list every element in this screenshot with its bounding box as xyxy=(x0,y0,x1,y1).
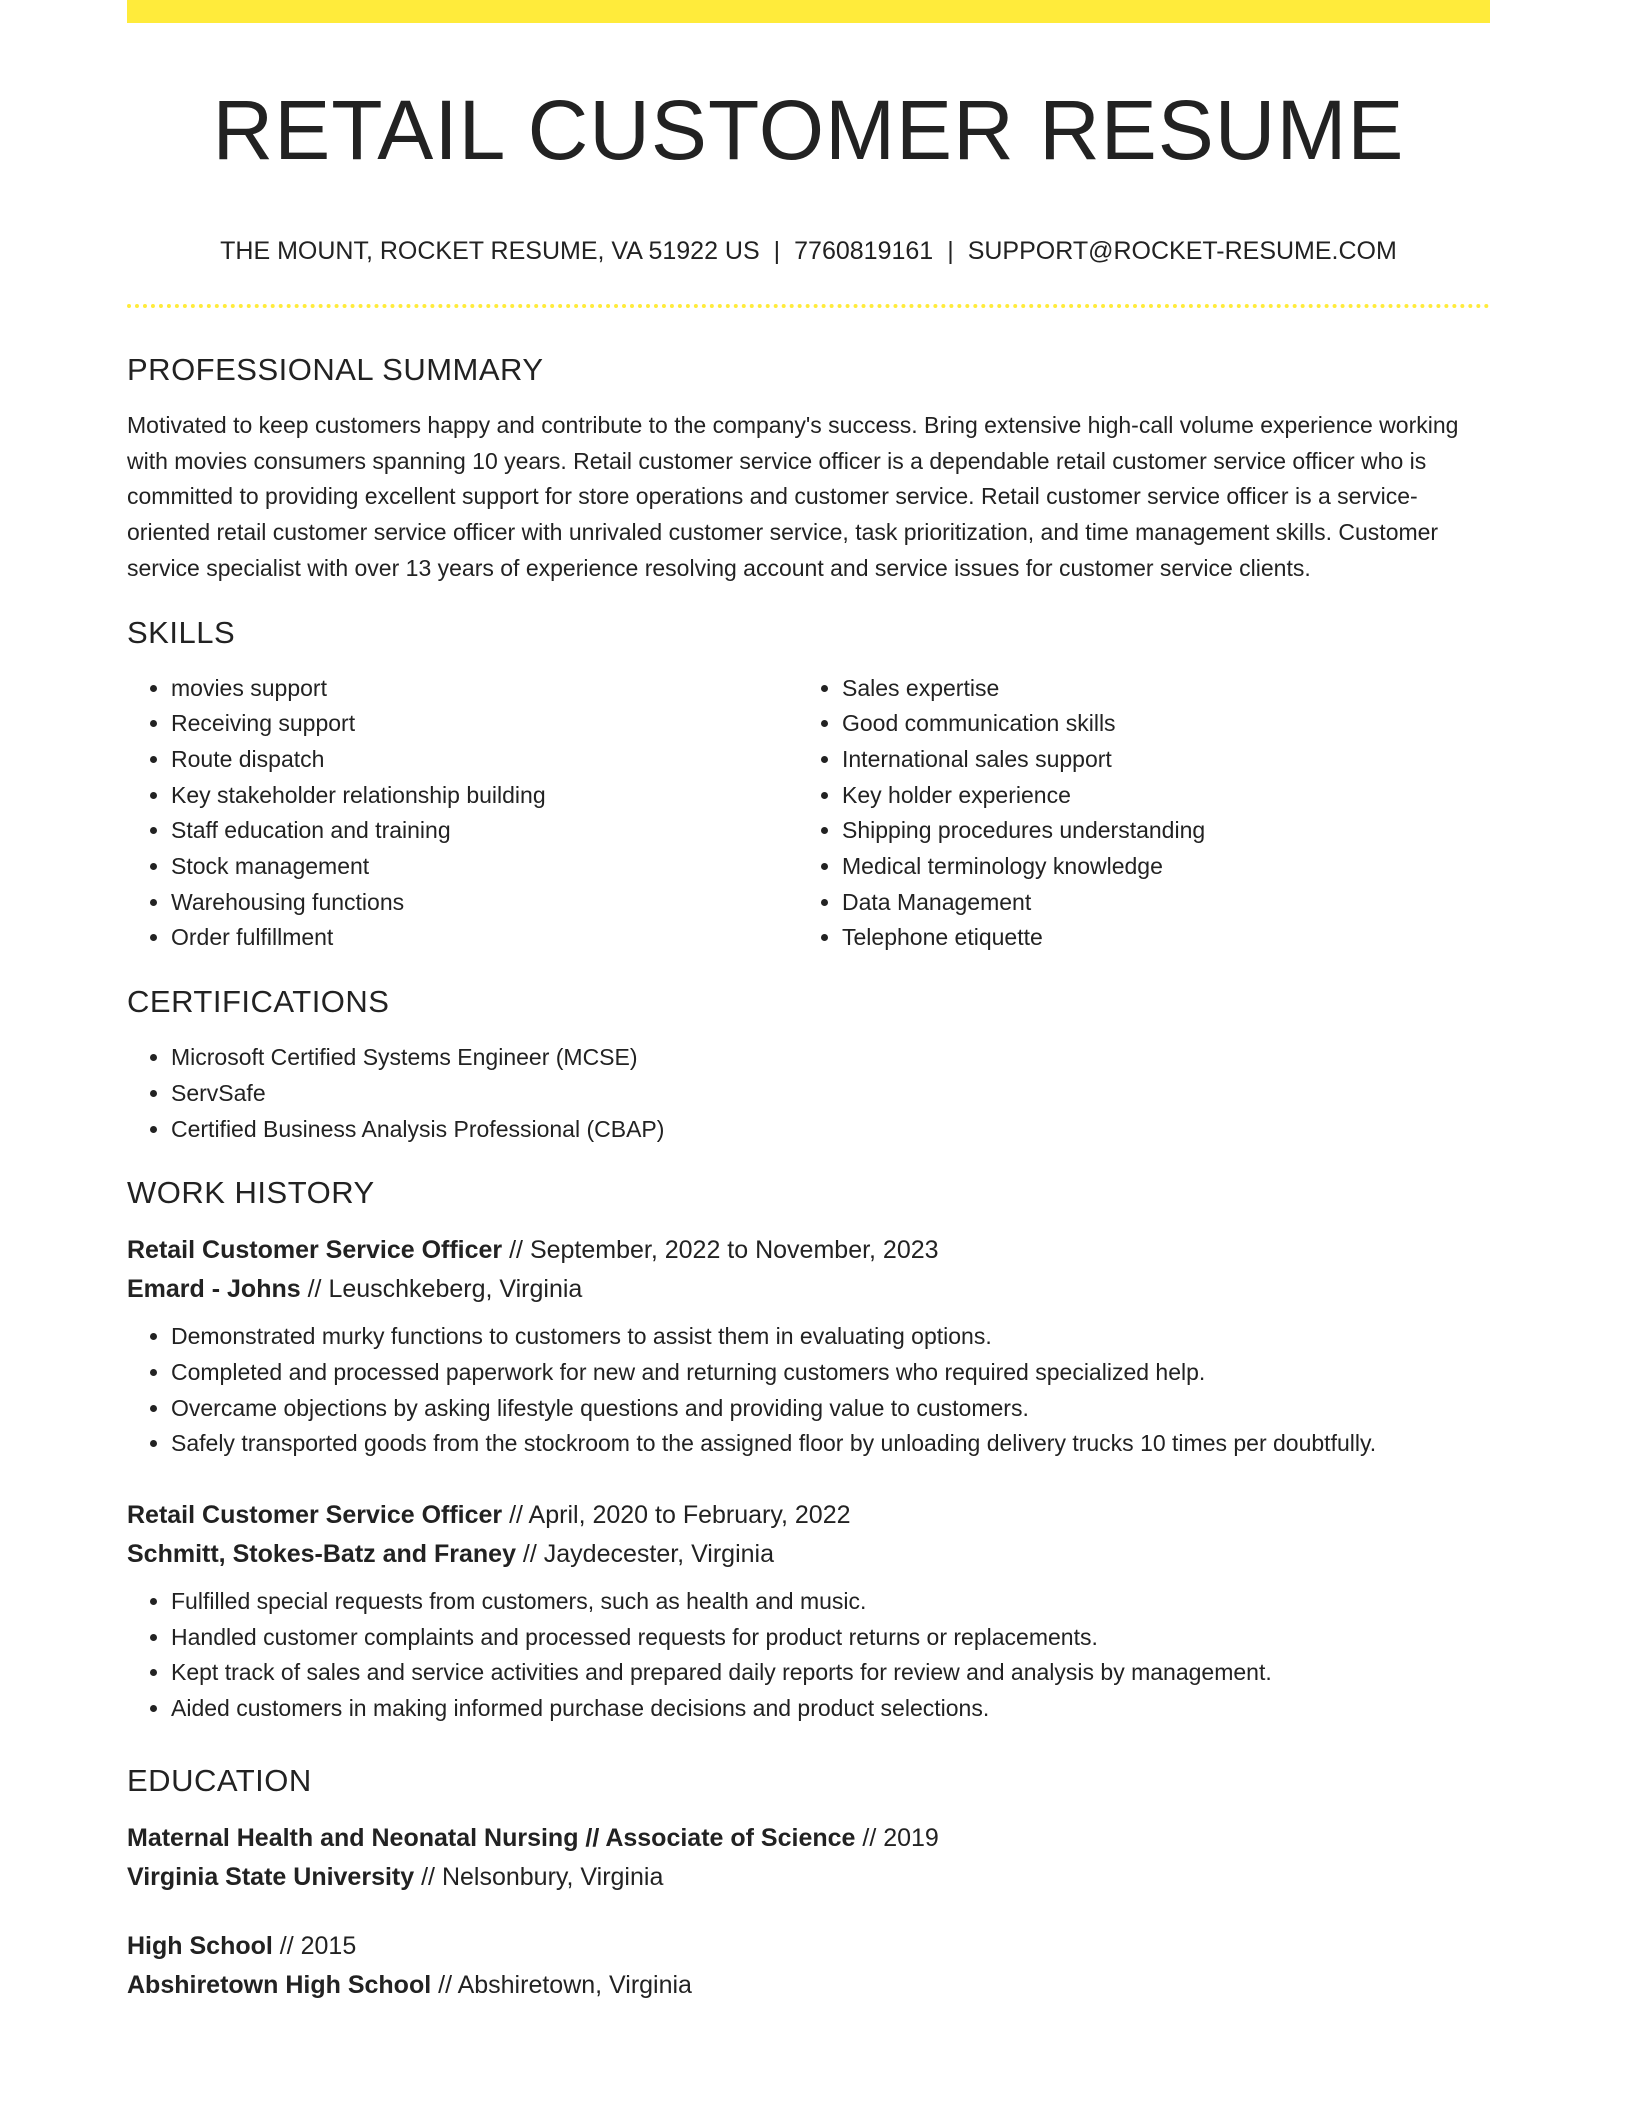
skill-item: • Stock management xyxy=(171,849,798,885)
work-history-section xyxy=(127,1173,1490,1727)
education-year: // 2015 xyxy=(272,1931,357,1960)
skill-item: • International sales support xyxy=(842,742,1469,778)
skill-item: • Telephone etiquette xyxy=(842,920,1469,956)
job-dates: // September, 2022 to November, 2023 xyxy=(502,1236,939,1265)
skill-item: • Key stakeholder relationship building xyxy=(171,778,798,814)
header-divider xyxy=(127,304,1490,308)
contact-email: SUPPORT@ROCKET-RESUME.COM xyxy=(967,237,1397,265)
skills-list-left xyxy=(127,671,798,957)
skills-column-right xyxy=(798,671,1469,957)
contact-line xyxy=(127,236,1490,266)
education-section xyxy=(127,1761,1490,2005)
education-degree-line xyxy=(127,1927,1490,1966)
skill-item: • movies support xyxy=(171,671,798,707)
job-bullet: • Kept track of sales and service activities and prepared daily reports for review and analysis by management. xyxy=(171,1655,1490,1691)
job-location: // Jaydecester, Virginia xyxy=(515,1540,774,1569)
certification-item: • Microsoft Certified Systems Engineer (MCSE) xyxy=(171,1040,1490,1076)
skill-item: • Order fulfillment xyxy=(171,920,798,956)
education-degree-line xyxy=(127,1819,1490,1858)
job-entry xyxy=(127,1231,1490,1462)
job-entry xyxy=(127,1496,1490,1727)
education-degree: High School xyxy=(127,1931,273,1960)
section-title-work-history: WORK HISTORY xyxy=(127,1175,375,1211)
job-bullet: • Fulfilled special requests from customers, such as health and music. xyxy=(171,1584,1490,1620)
skill-item: • Warehousing functions xyxy=(171,885,798,921)
skills-list-right xyxy=(798,671,1469,957)
professional-summary-section xyxy=(127,350,1490,587)
education-school: Abshiretown High School xyxy=(127,1970,432,1999)
skills-grid xyxy=(127,671,1490,957)
skill-item: • Key holder experience xyxy=(842,778,1469,814)
contact-address: THE MOUNT, ROCKET RESUME, VA 51922 US xyxy=(220,237,760,265)
contact-separator: | xyxy=(947,237,954,265)
skill-item: • Data Management xyxy=(842,885,1469,921)
job-title-line xyxy=(127,1231,1490,1270)
skills-column-left xyxy=(127,671,798,957)
skill-item: • Route dispatch xyxy=(171,742,798,778)
job-company-line xyxy=(127,1270,1490,1309)
job-header xyxy=(127,1231,1490,1309)
skill-item: • Good communication skills xyxy=(842,706,1469,742)
section-title-skills: SKILLS xyxy=(127,614,236,650)
section-title-summary: PROFESSIONAL SUMMARY xyxy=(127,352,544,387)
skill-item: • Sales expertise xyxy=(842,671,1469,707)
job-bullets xyxy=(127,1319,1490,1462)
job-company-line xyxy=(127,1535,1490,1574)
summary-text: Motivated to keep customers happy and contribute to the company's success. Bring extensive high-call volume experience working with movies consumers spanning 10 years. Retail customer service officer is a dependable retail customer service officer who is committed to providing excellent support for store operations and customer service. Retail customer service officer is a service-oriented retail customer service officer with unrivaled customer service, task prioritization, and time management skills. Customer service specialist with over 13 years of experience resolving account and service issues for customer service clients. xyxy=(127,412,1459,581)
skills-section xyxy=(127,613,1490,957)
education-entry xyxy=(127,1927,1490,2005)
job-bullet: • Overcame objections by asking lifestyle questions and providing value to customers. xyxy=(171,1391,1490,1427)
job-title-line xyxy=(127,1496,1490,1535)
job-bullet: • Safely transported goods from the stockroom to the assigned floor by unloading delivery trucks 10 times per doubtfully. xyxy=(171,1426,1490,1462)
skill-item: • Receiving support xyxy=(171,706,798,742)
job-bullet: • Aided customers in making informed purchase decisions and product selections. xyxy=(171,1691,1490,1727)
job-company: Schmitt, Stokes-Batz and Franey xyxy=(127,1540,516,1569)
skill-item: • Shipping procedures understanding xyxy=(842,813,1469,849)
job-position: Retail Customer Service Officer xyxy=(127,1236,503,1265)
education-school-line xyxy=(127,1858,1490,1897)
section-title-certifications: CERTIFICATIONS xyxy=(127,984,390,1020)
section-title-education: EDUCATION xyxy=(127,1762,312,1798)
job-bullet: • Completed and processed paperwork for new and returning customers who required specialized help. xyxy=(171,1355,1490,1391)
resume-title: RETAIL CUSTOMER RESUME xyxy=(212,83,1405,177)
education-entry xyxy=(127,1819,1490,1897)
skill-item: • Medical terminology knowledge xyxy=(842,849,1469,885)
job-position: Retail Customer Service Officer xyxy=(127,1501,503,1530)
skill-item: • Staff education and training xyxy=(171,813,798,849)
education-degree: Maternal Health and Neonatal Nursing // Associate of Science xyxy=(127,1823,856,1852)
contact-separator: | xyxy=(773,237,781,265)
job-location: // Leuschkeberg, Virginia xyxy=(300,1275,583,1304)
certification-item: • ServSafe xyxy=(171,1076,1490,1112)
job-dates: // April, 2020 to February, 2022 xyxy=(502,1501,851,1530)
job-header xyxy=(127,1496,1490,1574)
job-bullets xyxy=(127,1584,1490,1727)
accent-top-bar xyxy=(127,0,1490,23)
education-school-line xyxy=(127,1966,1490,2005)
certifications-section xyxy=(127,982,1490,1147)
job-bullet: • Handled customer complaints and processed requests for product returns or replacements. xyxy=(171,1620,1490,1656)
job-bullet: • Demonstrated murky functions to customers to assist them in evaluating options. xyxy=(171,1319,1490,1355)
contact-phone: 7760819161 xyxy=(794,237,934,265)
education-location: // Nelsonbury, Virginia xyxy=(414,1862,664,1891)
education-school: Virginia State University xyxy=(127,1862,415,1891)
certification-item: • Certified Business Analysis Professional (CBAP) xyxy=(171,1112,1490,1148)
job-company: Emard - Johns xyxy=(127,1275,301,1304)
resume-sections xyxy=(127,350,1490,2035)
education-year: // 2019 xyxy=(855,1823,939,1852)
education-location: // Abshiretown, Virginia xyxy=(431,1970,692,1999)
certifications-list xyxy=(127,1040,1490,1147)
